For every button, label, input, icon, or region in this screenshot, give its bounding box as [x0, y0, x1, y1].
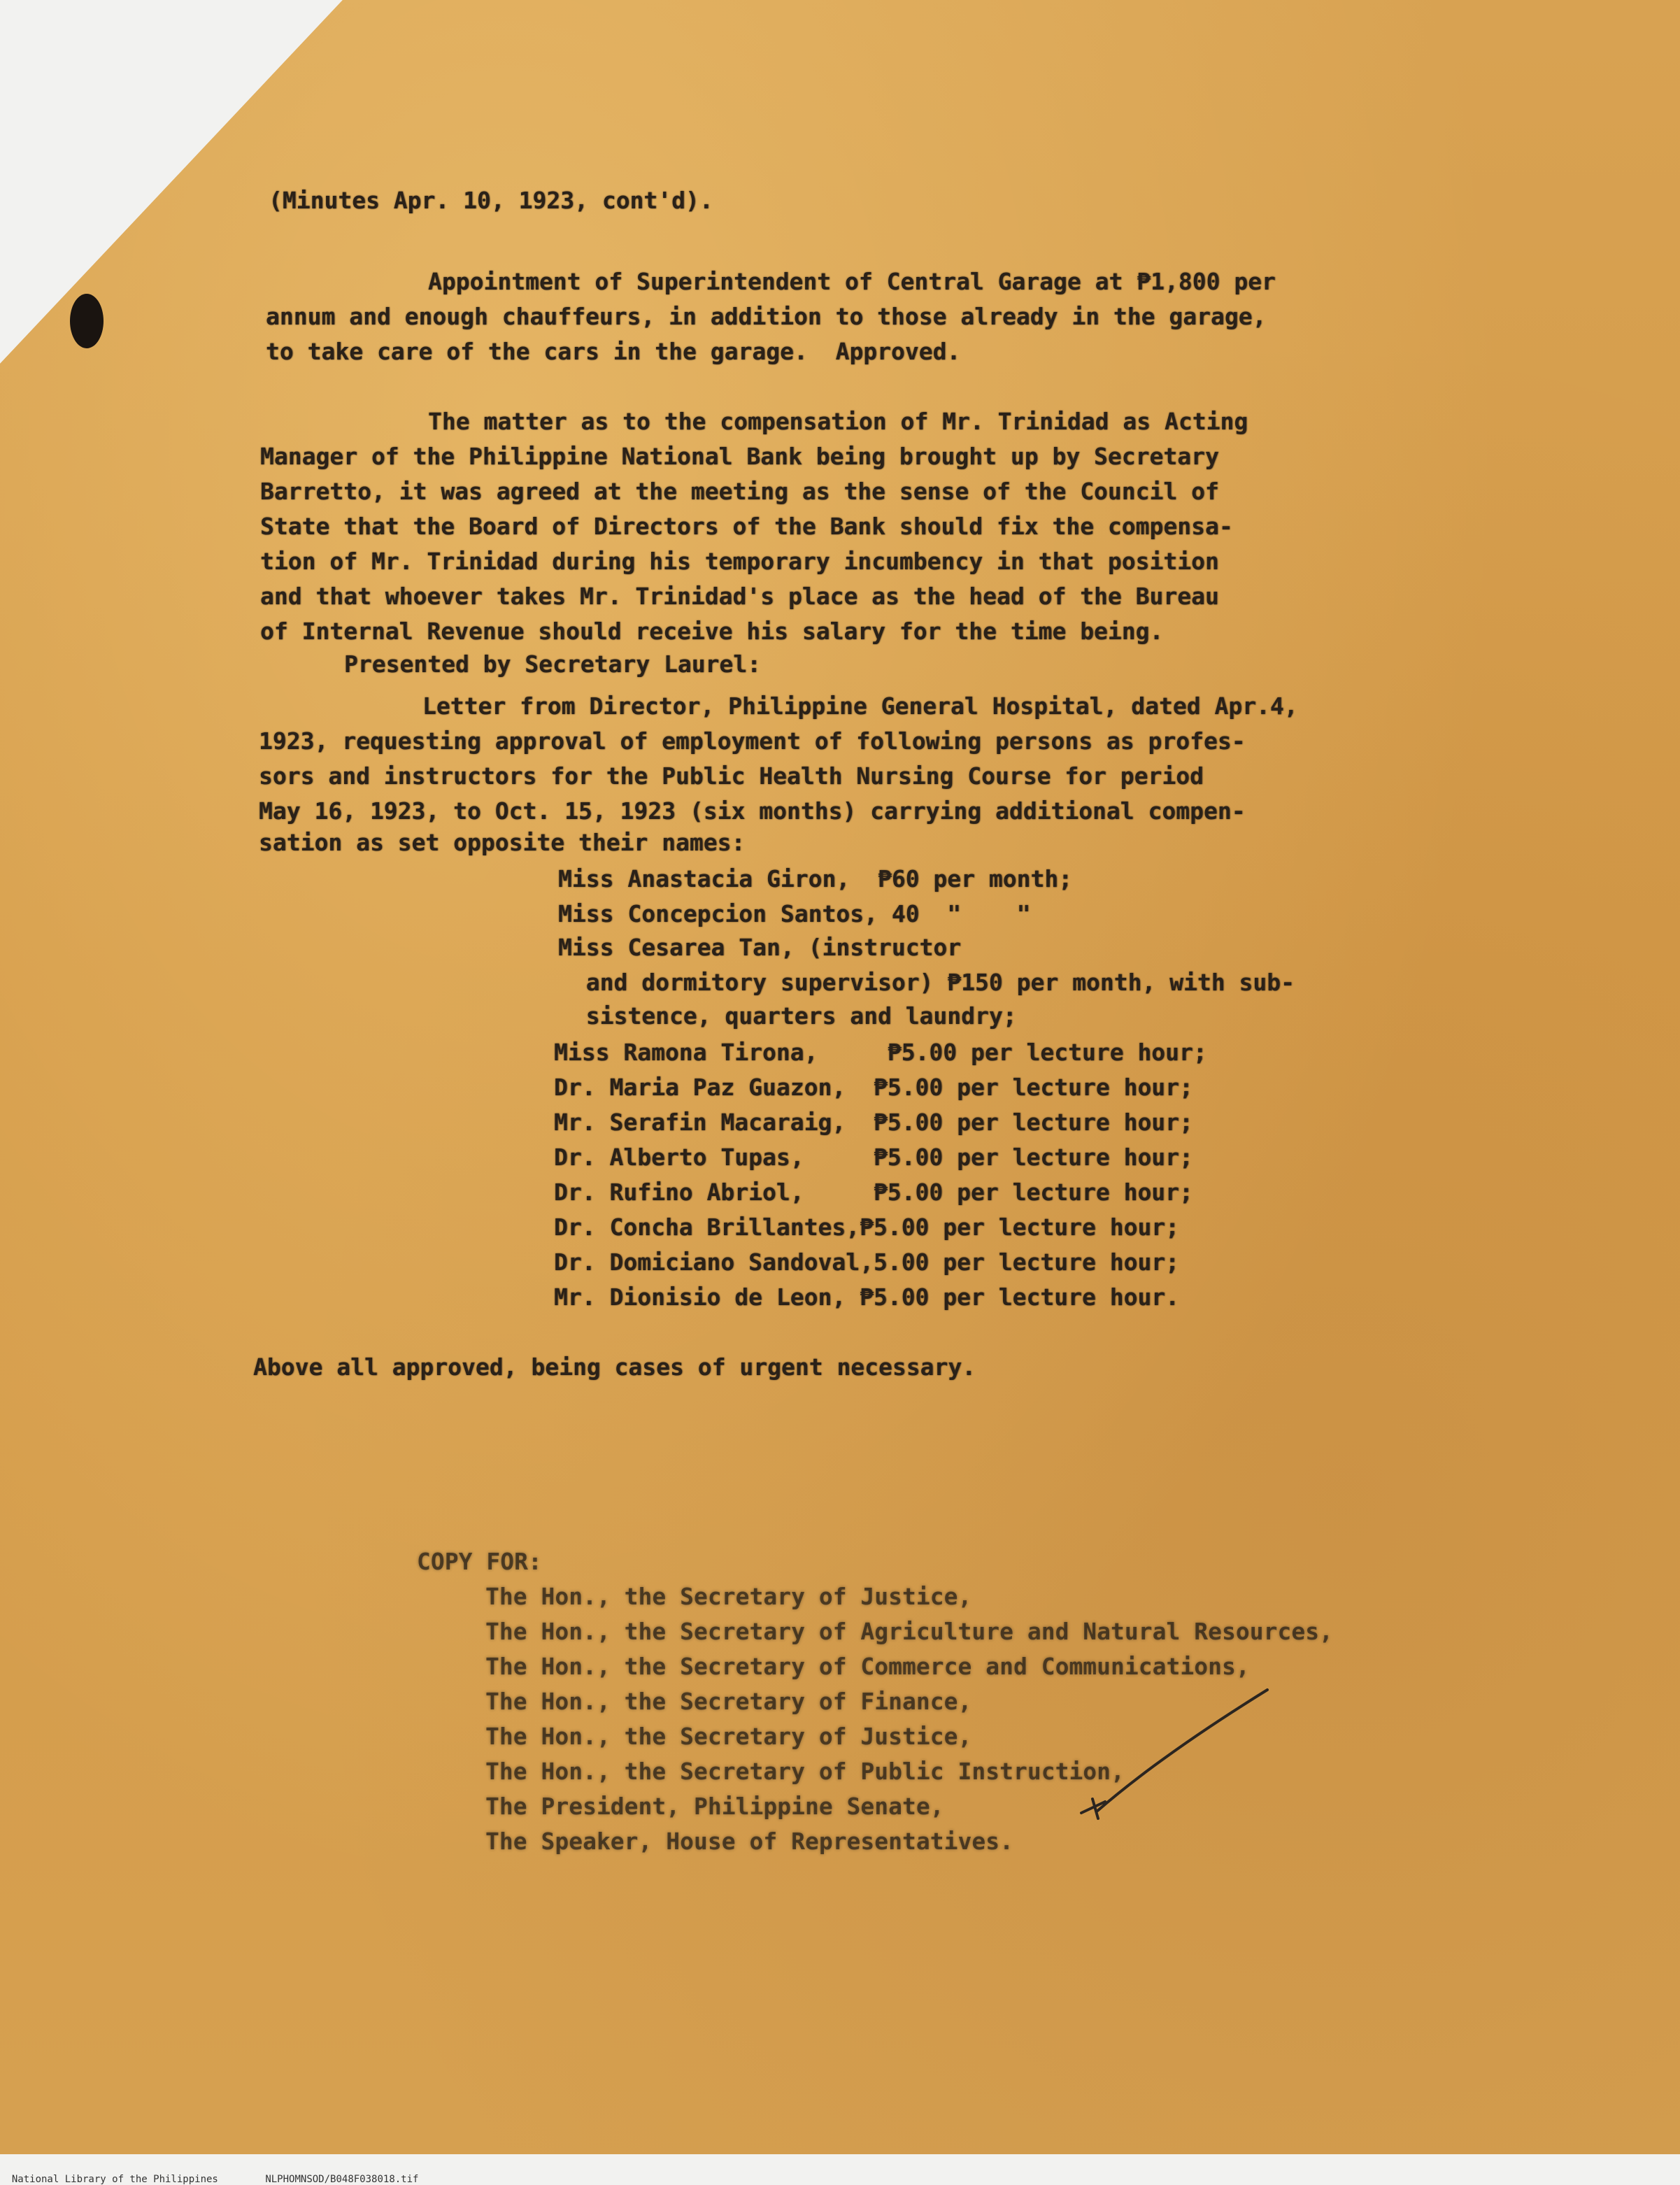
para2-line: tion of Mr. Trinidad during his temporary incumbency in that position — [260, 548, 1219, 575]
staff-line: and dormitory supervisor) ₱150 per month, with sub- — [558, 969, 1295, 996]
staff-line: Miss Ramona Tirona, ₱5.00 per lecture hour; — [554, 1039, 1207, 1066]
letter-line: 1923, requesting approval of employment of following persons as profes- — [259, 727, 1246, 755]
para2-line: State that the Board of Directors of the Bank should fix the compensa- — [260, 513, 1233, 540]
copy-for-line: The Hon., the Secretary of Finance, — [485, 1688, 972, 1715]
staff-line: Dr. Domiciano Sandoval,5.00 per lecture hour; — [554, 1248, 1180, 1276]
checkmark-icon — [1077, 1679, 1273, 1832]
staff-line: Dr. Alberto Tupas, ₱5.00 per lecture hour; — [554, 1144, 1193, 1171]
footer-filename: NLPHOMNSOD/B048F038018.tif — [265, 2174, 419, 2185]
letter-line: May 16, 1923, to Oct. 15, 1923 (six months) carrying additional compen- — [259, 797, 1246, 825]
staff-line: Mr. Serafin Macaraig, ₱5.00 per lecture hour; — [554, 1109, 1193, 1136]
para2-line: and that whoever takes Mr. Trinidad's place as the head of the Bureau — [260, 583, 1219, 610]
copy-for-line: The Hon., the Secretary of Justice, — [485, 1723, 972, 1750]
para1-line: annum and enough chauffeurs, in addition to those already in the garage, — [266, 303, 1267, 330]
staff-line: Miss Concepcion Santos, 40 " " — [558, 900, 1031, 927]
staff-line: Mr. Dionisio de Leon, ₱5.00 per lecture hour. — [554, 1283, 1180, 1311]
staff-line: Miss Anastacia Giron, ₱60 per month; — [558, 865, 1073, 892]
footer-library: National Library of the Philippines — [11, 2174, 218, 2185]
copy-for-line: The President, Philippine Senate, — [485, 1793, 944, 1820]
punch-hole — [70, 294, 104, 348]
copy-for-line: The Hon., the Secretary of Public Instruction, — [485, 1758, 1125, 1785]
copy-for-line: The Hon., the Secretary of Justice, — [485, 1583, 972, 1610]
staff-line: Dr. Maria Paz Guazon, ₱5.00 per lecture hour; — [554, 1074, 1193, 1101]
para2-line: The matter as to the compensation of Mr. Trinidad as Acting — [428, 408, 1248, 435]
letter-line: Letter from Director, Philippine General Hospital, dated Apr.4, — [422, 692, 1298, 720]
para2-line: Manager of the Philippine National Bank being brought up by Secretary — [260, 443, 1219, 470]
letter-line: sors and instructors for the Public Health Nursing Course for period — [259, 762, 1204, 790]
presented-by: Presented by Secretary Laurel: — [344, 650, 762, 678]
staff-line: Dr. Rufino Abriol, ₱5.00 per lecture hour; — [554, 1179, 1193, 1206]
para2-line: of Internal Revenue should receive his salary for the time being. — [260, 618, 1164, 645]
archive-footer — [0, 2163, 418, 2185]
para1-line: Appointment of Superintendent of Central Garage at ₱1,800 per — [428, 268, 1276, 295]
para2-line: Barretto, it was agreed at the meeting as the sense of the Council of — [260, 478, 1219, 505]
document-header: (Minutes Apr. 10, 1923, cont'd). — [269, 187, 713, 214]
staff-line: Miss Cesarea Tan, (instructor — [558, 934, 962, 961]
copy-for-line: The Speaker, House of Representatives. — [485, 1828, 1013, 1855]
copy-for-line: The Hon., the Secretary of Agriculture and Natural Resources, — [485, 1618, 1333, 1645]
approval-line: Above all approved, being cases of urgent necessary. — [253, 1353, 976, 1381]
letter-line: sation as set opposite their names: — [259, 829, 746, 856]
staff-line: Dr. Concha Brillantes,₱5.00 per lecture hour; — [554, 1214, 1180, 1241]
copy-for-label: COPY FOR: — [417, 1548, 542, 1575]
para1-line: to take care of the cars in the garage. Approved. — [266, 338, 961, 365]
copy-for-line: The Hon., the Secretary of Commerce and Communications, — [485, 1653, 1250, 1680]
staff-line: sistence, quarters and laundry; — [558, 1002, 1017, 1030]
